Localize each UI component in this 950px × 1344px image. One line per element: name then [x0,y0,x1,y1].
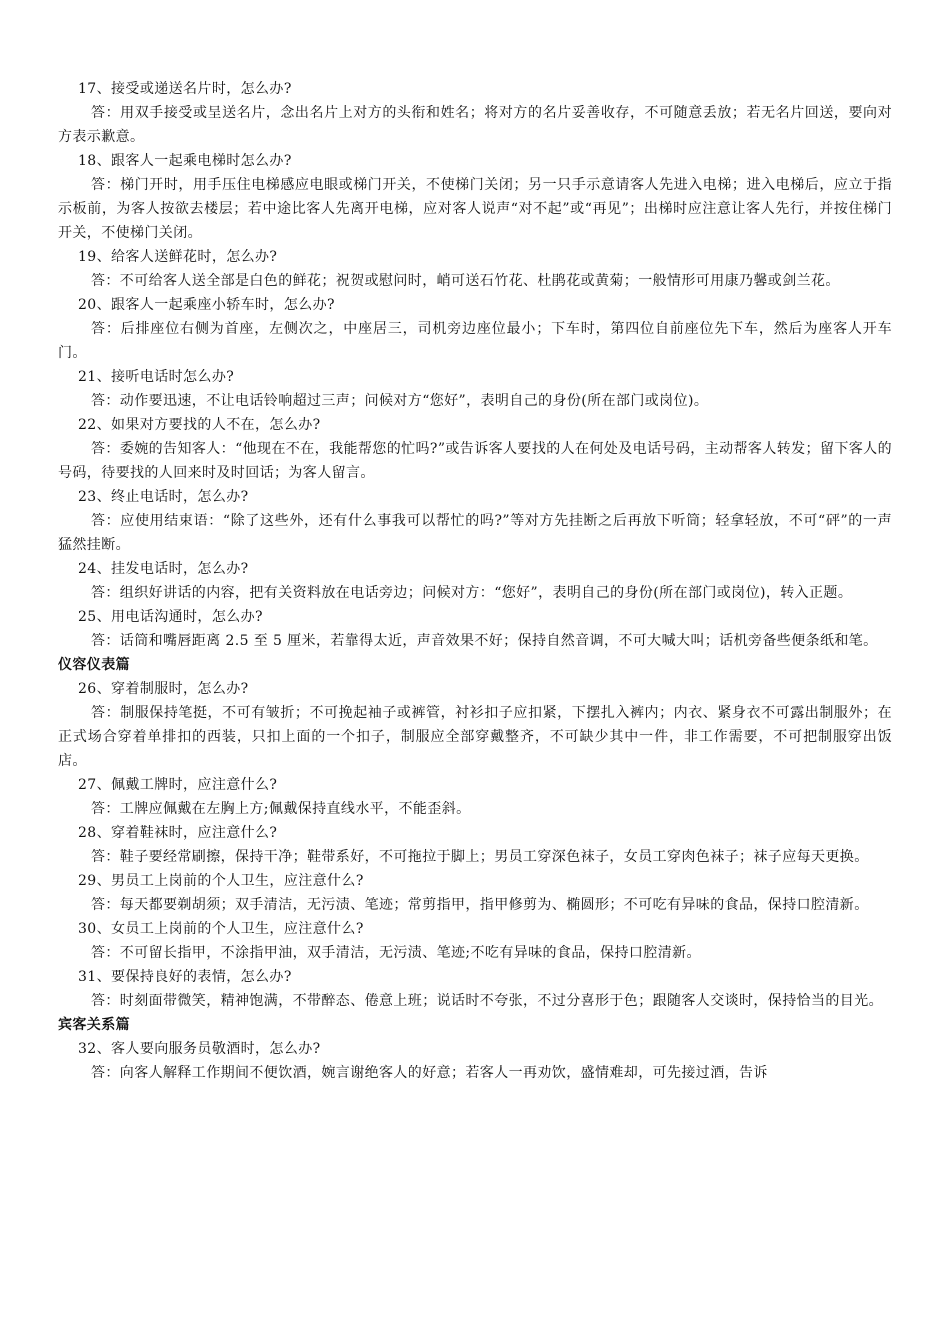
answer: 答：组织好讲话的内容，把有关资料放在电话旁边；问候对方：“您好”，表明自己的身份(所在部门或岗位)，转入正题。 [91,585,853,601]
question: 25、用电话沟通时，怎么办? [78,609,263,625]
qa-item-29 [58,869,892,917]
qa-item-22 [58,413,892,485]
question: 23、终止电话时，怎么办? [78,489,249,505]
qa-item-19 [58,245,892,293]
question: 27、佩戴工牌时，应注意什么? [78,777,278,793]
section-heading-appearance: 仪容仪表篇 [58,657,130,673]
answer: 答：不可留长指甲，不涂指甲油，双手清洁，无污渍、笔迹;不吃有异味的食品，保持口腔清新。 [91,945,701,961]
answer: 答：鞋子要经常刷擦，保持干净；鞋带系好，不可拖拉于脚上；男员工穿深色袜子，女员工穿肉色袜子；袜子应每天更换。 [91,849,869,865]
question: 30、女员工上岗前的个人卫生，应注意什么? [78,921,364,937]
question: 21、接听电话时怎么办? [78,369,235,385]
answer: 答：用双手接受或呈送名片，念出名片上对方的头衔和姓名；将对方的名片妥善收存，不可随意丢放；若无名片回送，要向对方表示歉意。 [58,105,892,145]
answer: 答：时刻面带微笑，精神饱满，不带醉态、倦意上班；说话时不夸张，不过分喜形于色；跟随客人交谈时，保持恰当的目光。 [91,993,883,1009]
section-heading-guest-relations: 宾客关系篇 [58,1017,130,1033]
answer: 答：向客人解释工作期间不便饮酒，婉言谢绝客人的好意；若客人一再劝饮，盛情难却，可先接过酒，告诉 [91,1065,768,1081]
qa-item-27 [58,773,892,821]
qa-item-18 [58,149,892,245]
qa-item-23 [58,485,892,557]
answer: 答：动作要迅速，不让电话铃响超过三声；问候对方“您好”，表明自己的身份(所在部门或岗位)。 [91,393,709,409]
question: 19、给客人送鲜花时，怎么办? [78,249,278,265]
answer: 答：每天都要剃胡须；双手清洁，无污渍、笔迹；常剪指甲，指甲修剪为、椭圆形；不可吃有异味的食品，保持口腔清新。 [91,897,869,913]
answer: 答：应使用结束语：“除了这些外，还有什么事我可以帮忙的吗?”等对方先挂断之后再放下听筒；轻拿轻放，不可“砰”的一声猛然挂断。 [58,513,892,553]
qa-item-31 [58,965,892,1013]
answer: 答：不可给客人送全部是白色的鲜花；祝贺或慰问时，峭可送石竹花、杜鹃花或黄菊；一般情形可用康乃馨或剑兰花。 [91,273,840,289]
question: 17、接受或递送名片时，怎么办? [78,81,292,97]
document-page [58,77,892,1085]
question: 26、穿着制服时，怎么办? [78,681,249,697]
qa-item-21 [58,365,892,413]
qa-item-17 [58,77,892,149]
question: 28、穿着鞋袜时，应注意什么? [78,825,278,841]
qa-item-32 [58,1037,892,1085]
answer: 答：工牌应佩戴在左胸上方;佩戴保持直线水平，不能歪斜。 [91,801,471,817]
qa-item-24 [58,557,892,605]
answer: 答：委婉的告知客人：“他现在不在，我能帮您的忙吗?”或告诉客人要找的人在何处及电话号码，主动帮客人转发；留下客人的号码，待要找的人回来时及时回话；为客人留言。 [58,441,892,481]
qa-item-30 [58,917,892,965]
question: 29、男员工上岗前的个人卫生，应注意什么? [78,873,364,889]
answer: 答：话筒和嘴唇距离 2.5 至 5 厘米，若靠得太近，声音效果不好；保持自然音调，不可大喊大叫；话机旁备些便条纸和笔。 [91,633,878,649]
answer: 答：梯门开时，用手压住电梯感应电眼或梯门开关，不使梯门关闭；另一只手示意请客人先进入电梯；进入电梯后，应立于指示板前，为客人按欲去楼层；若中途比客人先离开电梯，应对客人说声“对不起”或“再见”；出梯时应注意让客人先行，并按住梯门开关，不使梯门关闭。 [58,177,892,241]
qa-item-28 [58,821,892,869]
question: 32、客人要向服务员敬酒时，怎么办? [78,1041,321,1057]
qa-item-26 [58,677,892,773]
question: 31、要保持良好的表情，怎么办? [78,969,292,985]
answer: 答：制服保持笔挺，不可有皱折；不可挽起袖子或裤管，衬衫扣子应扣紧，下摆扎入裤内；内衣、紧身衣不可露出制服外；在正式场合穿着单排扣的西装，只扣上面的一个扣子，制服应全部穿戴整齐，不可缺少其中一件，非工作需要，不可把制服穿出饭店。 [58,705,892,769]
qa-item-20 [58,293,892,365]
question: 18、跟客人一起乘电梯时怎么办? [78,153,292,169]
question: 24、挂发电话时，怎么办? [78,561,249,577]
question: 22、如果对方要找的人不在，怎么办? [78,417,321,433]
question: 20、跟客人一起乘座小轿车时，怎么办? [78,297,335,313]
answer: 答：后排座位右侧为首座，左侧次之，中座居三，司机旁边座位最小；下车时，第四位自前座位先下车，然后为座客人开车门。 [58,321,892,361]
qa-item-25 [58,605,892,653]
